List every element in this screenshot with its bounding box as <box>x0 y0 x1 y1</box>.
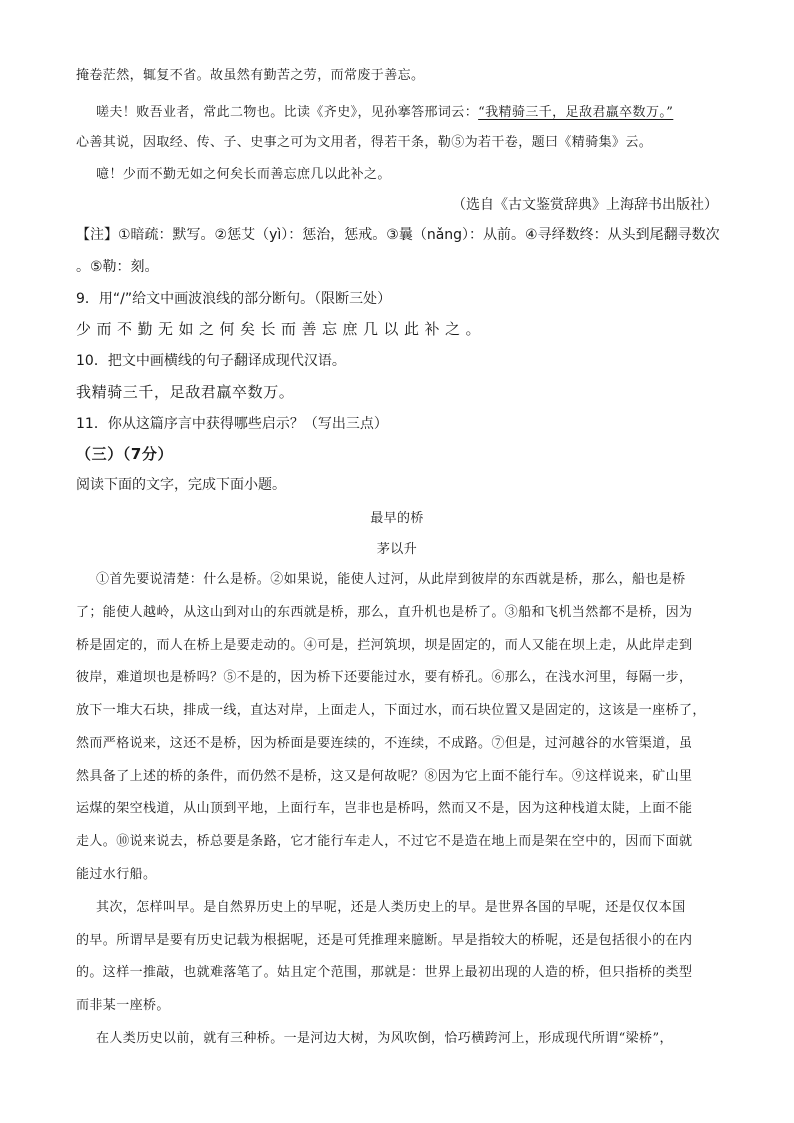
article-p2-line: 其次，怎样叫早。是自然界历史上的早呢，还是人类历史上的早。是世界各国的早呢，还是仅仅本国 <box>96 900 686 915</box>
question-11: 11．你从这篇序言中获得哪些启示？（写出三点） <box>76 416 388 432</box>
excerpt-line-3: 心善其说，因取经、传、子、史事之可为文用者，得若干条，勒⑤为若干卷，题曰《精骑集》云。 <box>76 135 653 150</box>
article-p1-line: 运煤的架空栈道，从山顶到平地，上面行车，岂非也是桥吗，然而又不是，因为这种栈道太陡，上面不能 <box>76 801 693 816</box>
article-p2-line: 的早。所谓早是要有历史记载为根据呢，还是可凭推理来臆断。早是指较大的桥呢，还是包括很小的在内 <box>76 933 693 948</box>
excerpt-line-4-text: 噫！ <box>96 167 123 182</box>
article-author: 茅以升 <box>376 542 418 557</box>
article-p1-line: 能过水行船。 <box>76 867 157 882</box>
article-p1-line: 了；能使人越岭，从这山到对山的东西就是桥，那么，直升机也是桥了。③船和飞机当然都不是桥，因为 <box>76 605 693 620</box>
excerpt-line-2 <box>76 101 740 120</box>
article-p1-line: 走人。⑩说来说去，桥总要是条路，它才能行车走人，不过它不是造在地上而是架在空中的，因而下面就 <box>76 834 693 849</box>
question-9-text: 少而不勤无如之何矣长而善忘庶几以此补之。 <box>76 320 487 338</box>
notes-line-1: 【注】①暗疏：默写。②惩艾（yì）：惩治，惩戒。③曩（nǎng）：从前。④寻绎数终：从头到尾翻寻数次 <box>76 227 720 243</box>
article-p1-line: 然具备了上述的桥的条件，而仍然不是桥，这又是何故呢？⑧因为它上面不能行车。⑨这样说来，矿山里 <box>76 769 693 784</box>
notes-line-2: 。⑤勒：刻。 <box>76 259 159 275</box>
article-p2-line: 而非某一座桥。 <box>76 998 170 1013</box>
question-9: 9．用“/”给文中画波浪线的部分断句。（限断三处） <box>76 291 392 307</box>
article-p1-line: 桥是固定的，而人在桥上是要走动的。④可是，拦河筑坝，坝是固定的，而人又能在坝上走，从此岸走到 <box>76 638 693 653</box>
article-p1-line: 彼岸，难道坝也是桥吗？⑤不是的，因为桥下还要能过水，要有桥孔。⑥那么，在浅水河里，每隔一步， <box>76 670 693 685</box>
article-p1-line: 然而严格说来，这还不是桥，因为桥面是要连续的，不连续，不成路。⑦但是，过河越谷的水管渠道，虽 <box>76 736 693 751</box>
article-title: 最早的桥 <box>370 511 424 526</box>
punctuation-target-sentence: 少而不勤无如之何矣长而善忘庶几以此补之。 <box>122 167 391 182</box>
question-10: 10．把文中画横线的句子翻译成现代汉语。 <box>76 353 346 369</box>
question-10-text: 我精骑三千，足敌君羸卒数万。 <box>76 383 295 401</box>
excerpt-line-2-text: 嗟夫！败吾业者，常此二物也。比读《齐史》，见孙搴答邢词云： <box>96 105 479 120</box>
section-3-heading: （三）（7分） <box>76 445 174 463</box>
section-3-instruction: 阅读下面的文字，完成下面小题。 <box>76 477 286 493</box>
article-p2-line: 的。这样一推敲，也就难落笔了。姑且定个范围，那就是：世界上最初出现的人造的桥，但只指桥的类型 <box>76 965 693 980</box>
excerpt-line-4 <box>76 163 740 182</box>
article-p1-line: 放下一堆大石块，排成一线，直达对岸，上面走人，下面过水，而石块位置又是固定的，这该是一座桥了， <box>76 703 706 718</box>
article-p3-line: 在人类历史以前，就有三种桥。一是河边大树，为风吹倒，恰巧横跨河上，形成现代所谓“梁桥”， <box>96 1031 673 1046</box>
translation-target-sentence: “我精骑三千，足敌君羸卒数万。” <box>478 105 674 120</box>
article-p1-line: ①首先要说清楚：什么是桥。②如果说，能使人过河，从此岸到彼岸的东西就是桥，那么，船也是桥 <box>96 572 686 587</box>
excerpt-line-1: 掩卷茫然，辄复不省。故虽然有勤苦之劳，而常废于善忘。 <box>76 68 425 83</box>
excerpt-source: （选自《古文鉴赏辞典》上海辞书出版社） <box>452 197 718 213</box>
